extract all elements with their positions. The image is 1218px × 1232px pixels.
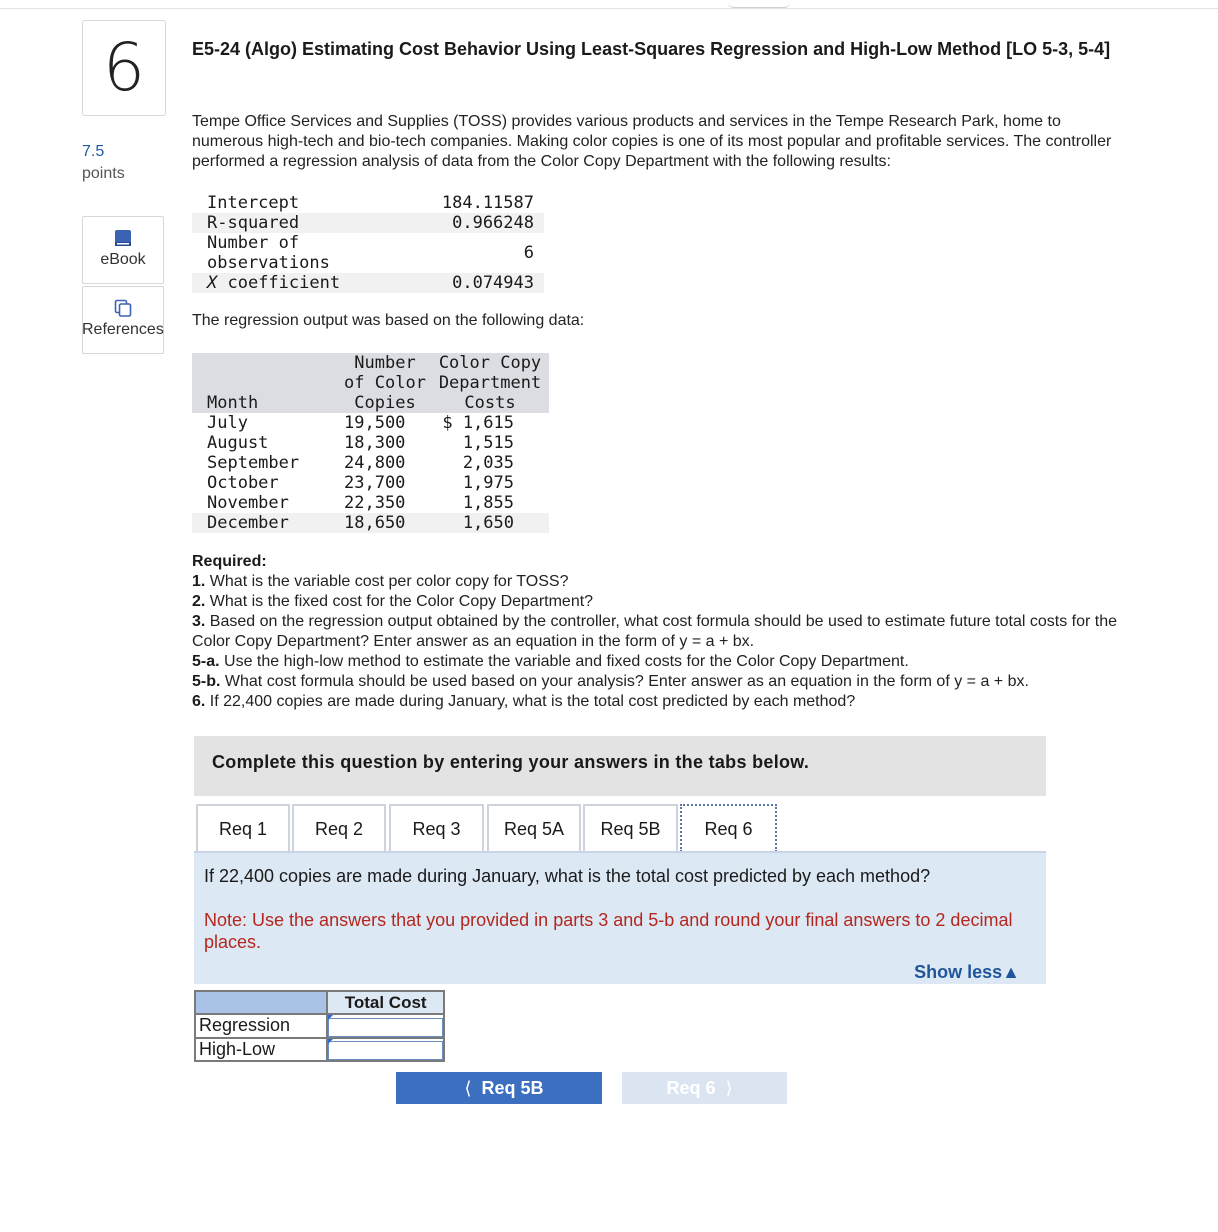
complete-instructions-banner [194, 736, 1046, 796]
req6-question: If 22,400 copies are made during January, what is the total cost predicted by each method? [204, 866, 931, 886]
header-costs: Color Copy Department Costs [438, 353, 542, 413]
regression-row-observations [192, 233, 544, 273]
required-item: 6. If 22,400 copies are made during January, what is the total cost predicted by each method? [192, 693, 856, 710]
tab-req-2[interactable]: Req 2 [292, 804, 386, 852]
table-row: September 24,800 2,035 [207, 453, 514, 473]
required-item: 5-b. What cost formula should be used based on your analysis? Enter answer as an equation in the form of y = a + bx. [192, 673, 1029, 690]
table-row: October 23,700 1,975 [207, 473, 514, 493]
table-row: August 18,300 1,515 [207, 433, 514, 453]
answer-table [194, 990, 445, 1062]
input-marker-icon [328, 1039, 333, 1044]
header-month: Month [207, 393, 259, 413]
total-cost-header: Total Cost [327, 991, 444, 1014]
regression-total-cost-cell [327, 1014, 444, 1038]
points-label: points [82, 165, 125, 182]
next-req-label: Req 6 [666, 1078, 716, 1098]
tab-req-5b[interactable]: Req 5B [583, 804, 678, 852]
references-button[interactable] [82, 286, 164, 354]
rsquared-value: 0.966248 [452, 213, 534, 233]
regression-output-table [192, 193, 544, 293]
show-less-link[interactable]: Show less▲ [914, 962, 1020, 982]
header-copies: Number of Color Copies [344, 353, 426, 413]
required-item: 2. What is the fixed cost for the Color Copy Department? [192, 593, 594, 610]
top-handle [728, 0, 790, 8]
required-item: 3. Based on the regression output obtained by the controller, what cost formula should be used to estimate future total costs for the Color Copy Department? Enter answer as an equation in the form of y = a + bx. [192, 613, 1117, 650]
xcoef-value: 0.074943 [452, 273, 534, 293]
req6-panel [194, 853, 1046, 984]
prev-req-label: Req 5B [481, 1078, 544, 1098]
tab-req-1[interactable]: Req 1 [196, 804, 290, 852]
ebook-button[interactable] [82, 216, 164, 284]
prev-req-button[interactable] [396, 1072, 602, 1104]
tab-req-6[interactable]: Req 6 [680, 804, 777, 852]
next-req-button[interactable] [622, 1072, 787, 1104]
chevron-left-icon: ⟨ [464, 1078, 472, 1098]
regression-total-cost-input[interactable] [328, 1018, 443, 1037]
book-icon [114, 229, 132, 247]
copy-pages-icon [114, 299, 132, 317]
intercept-value: 184.11587 [441, 193, 534, 213]
xcoef-label: X coefficient [207, 273, 341, 293]
high-low-total-cost-input[interactable] [328, 1041, 443, 1060]
tab-req-3[interactable]: Req 3 [389, 804, 484, 852]
input-marker-icon [328, 1015, 333, 1020]
table-row: November 22,350 1,855 [207, 493, 514, 513]
regression-row-rsquared [192, 213, 544, 233]
required-section [192, 552, 1137, 712]
data-table [192, 353, 549, 533]
tab-req-5a[interactable]: Req 5A [487, 804, 581, 852]
points-value: 7.5 [82, 143, 105, 160]
regression-row-xcoef [192, 273, 544, 293]
rsquared-label: R-squared [207, 213, 300, 233]
high-low-total-cost-cell [327, 1038, 444, 1062]
based-on-text: The regression output was based on the following data: [192, 312, 585, 329]
references-label: References [82, 321, 164, 338]
req6-note: Note: Use the answers that you provided in parts 3 and 5-b and round your final answers to 2 decimal places. [204, 910, 1013, 952]
regression-row-label: Regression [195, 1014, 327, 1038]
question-number: 6 [82, 20, 166, 116]
intercept-label: Intercept [207, 193, 300, 213]
required-heading: Required: [192, 553, 267, 570]
data-table-header [192, 353, 549, 413]
table-row: July 19,500 $ 1,615 [207, 413, 514, 433]
ebook-label: eBook [100, 251, 146, 268]
answer-table-corner [195, 991, 327, 1014]
observations-value: 6 [523, 243, 534, 263]
high-low-row-label: High-Low [195, 1038, 327, 1062]
chevron-right-icon: ⟩ [725, 1078, 733, 1098]
question-intro: Tempe Office Services and Supplies (TOSS) provides various products and services in the Tempe Research Park, home to numerous high-tech and bio-tech companies. Making color copies is one of its most popular and profitable services. The controller performed a regression analysis of data from the Color Copy Department with the following results: [192, 113, 1112, 170]
required-item: 1. What is the variable cost per color copy for TOSS? [192, 573, 569, 590]
regression-row-intercept [192, 193, 544, 213]
complete-instructions-text: Complete this question by entering your answers in the tabs below. [212, 752, 810, 772]
observations-label: Number of observations [207, 233, 330, 273]
question-title: E5-24 (Algo) Estimating Cost Behavior Using Least-Squares Regression and High-Low Method [LO 5-3, 5-4] [192, 39, 1111, 59]
table-row: December 18,650 1,650 [192, 513, 549, 533]
top-divider [0, 8, 1218, 9]
triangle-up-icon: ▲ [1002, 962, 1020, 982]
required-item: 5-a. Use the high-low method to estimate the variable and fixed costs for the Color Copy Department. [192, 653, 909, 670]
